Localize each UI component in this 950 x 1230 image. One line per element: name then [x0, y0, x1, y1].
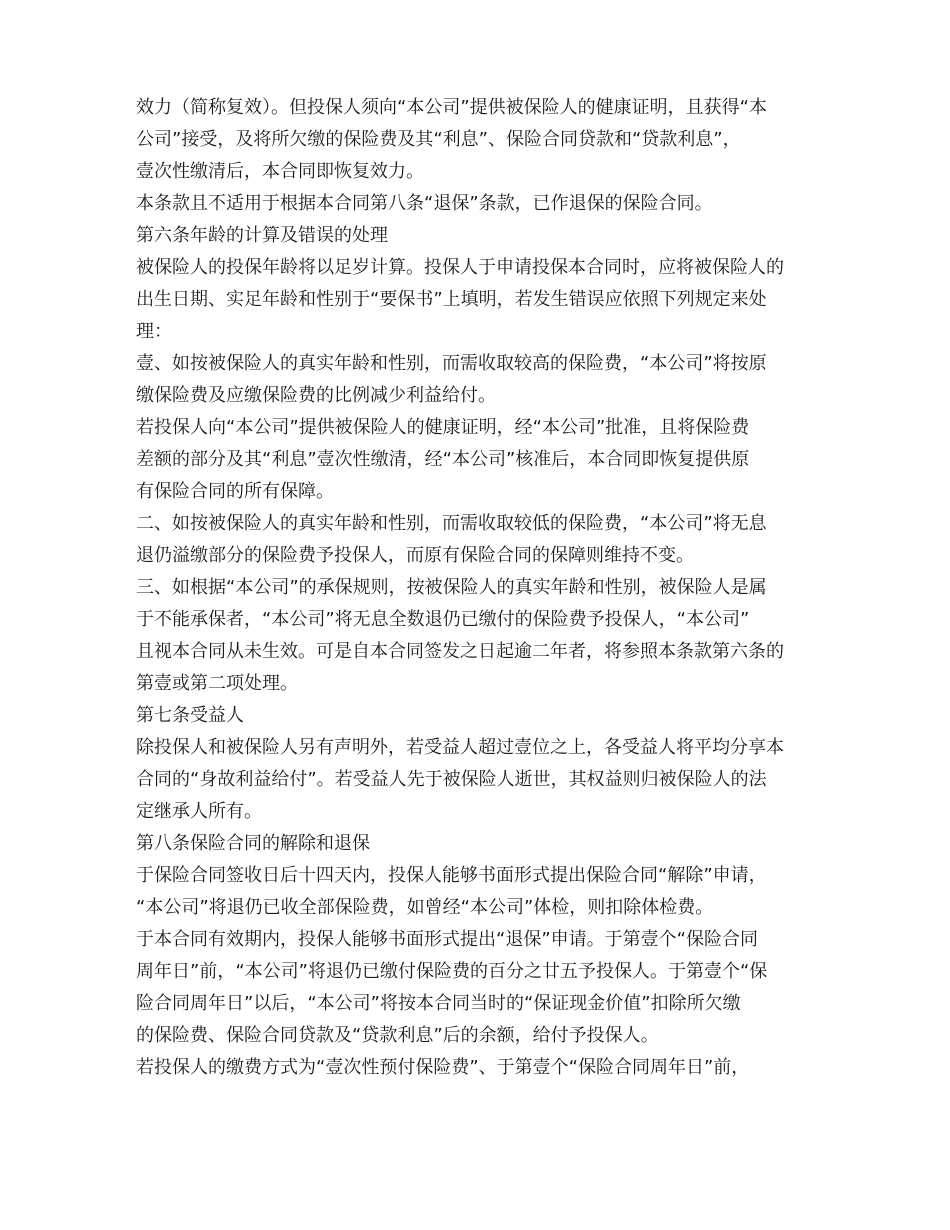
body-paragraph [136, 252, 816, 348]
text-line: 险合同周年日”以后，“本公司”将按本合同当时的“保证现金价值”扣除所欠缴 [136, 993, 741, 1014]
text-line: 除投保人和被保险人另有声明外，若受益人超过壹位之上，各受益人将平均分享本 [136, 737, 784, 758]
text-line: 定继承人所有。 [136, 801, 262, 822]
text-line: 理： [136, 321, 172, 342]
document-body [136, 92, 816, 1084]
body-paragraph [136, 860, 816, 924]
text-line: 于不能承保者，“本公司”将无息全数退仍已缴付的保险费予投保人，“本公司” [136, 609, 750, 630]
text-line: 周年日”前，“本公司”将退仍已缴付保险费的百分之廿五予投保人。于第壹个“保 [136, 961, 768, 982]
text-line: “本公司”将退仍已收全部保险费，如曾经“本公司”体检，则扣除体检费。 [136, 897, 714, 918]
text-line: 差额的部分及其“利息”壹次性缴清，经“本公司”核准后，本合同即恢复提供原 [136, 449, 750, 470]
body-paragraph [136, 92, 816, 188]
text-line: 效力（简称复效）。但投保人须向“本公司”提供被保险人的健康证明，且获得“本 [136, 97, 767, 118]
text-line: 退仍溢缴部分的保险费予投保人，而原有保险合同的保障则维持不变。 [136, 545, 694, 566]
text-line: 壹、如按被保险人的真实年龄和性别，而需收取较高的保险费，“本公司”将按原 [136, 353, 767, 374]
text-line: 的保险费、保险合同贷款及“贷款利息”后的余额，给付予投保人。 [136, 1025, 659, 1046]
text-line: 二、如按被保险人的真实年龄和性别，而需收取较低的保险费，“本公司”将无息 [136, 513, 767, 534]
text-line: 出生日期、实足年龄和性别于“要保书”上填明，若发生错误应依照下列规定来处 [136, 289, 767, 310]
text-line: 本条款且不适用于根据本合同第八条“退保”条款，已作退保的保险合同。 [136, 193, 713, 214]
text-line: 若投保人向“本公司”提供被保险人的健康证明，经“本公司”批准，且将保险费 [136, 417, 750, 438]
text-line: 合同的“身故利益给付”。若受益人先于被保险人逝世，其权益则归被保险人的法 [136, 769, 767, 790]
text-line: 第壹或第二项处理。 [136, 673, 298, 694]
section-heading [136, 220, 816, 252]
text-line: 三、如根据“本公司”的承保规则，按被保险人的真实年龄和性别，被保险人是属 [136, 577, 767, 598]
body-paragraph [136, 508, 816, 572]
body-paragraph [136, 1052, 816, 1084]
body-paragraph [136, 924, 816, 1052]
section-heading [136, 700, 816, 732]
text-line: 被保险人的投保年龄将以足岁计算。投保人于申请投保本合同时，应将被保险人的 [136, 257, 784, 278]
body-paragraph [136, 572, 816, 700]
text-line: 若投保人的缴费方式为“壹次性预付保险费”、于第壹个“保险合同周年日”前， [136, 1057, 750, 1078]
text-line: 于本合同有效期内，投保人能够书面形式提出“退保”申请。于第壹个“保险合同 [136, 929, 758, 950]
text-line: 缴保险费及应缴保险费的比例减少利益给付。 [136, 385, 496, 406]
text-line: 第六条年龄的计算及错误的处理 [136, 225, 388, 246]
body-paragraph [136, 348, 816, 412]
text-line: 于保险合同签收日后十四天内，投保人能够书面形式提出保险合同“解除”申请， [136, 865, 767, 886]
text-line: 且视本合同从未生效。可是自本合同签发之日起逾二年者，将参照本条款第六条的 [136, 641, 784, 662]
section-heading [136, 828, 816, 860]
body-paragraph [136, 188, 816, 220]
body-paragraph [136, 732, 816, 828]
body-paragraph [136, 412, 816, 508]
text-line: 壹次性缴清后，本合同即恢复效力。 [136, 161, 424, 182]
text-line: 第七条受益人 [136, 705, 244, 726]
text-line: 第八条保险合同的解除和退保 [136, 833, 370, 854]
text-line: 公司”接受，及将所欠缴的保险费及其“利息”、保险合同贷款和“贷款利息”， [136, 129, 741, 150]
text-line: 有保险合同的所有保障。 [136, 481, 334, 502]
